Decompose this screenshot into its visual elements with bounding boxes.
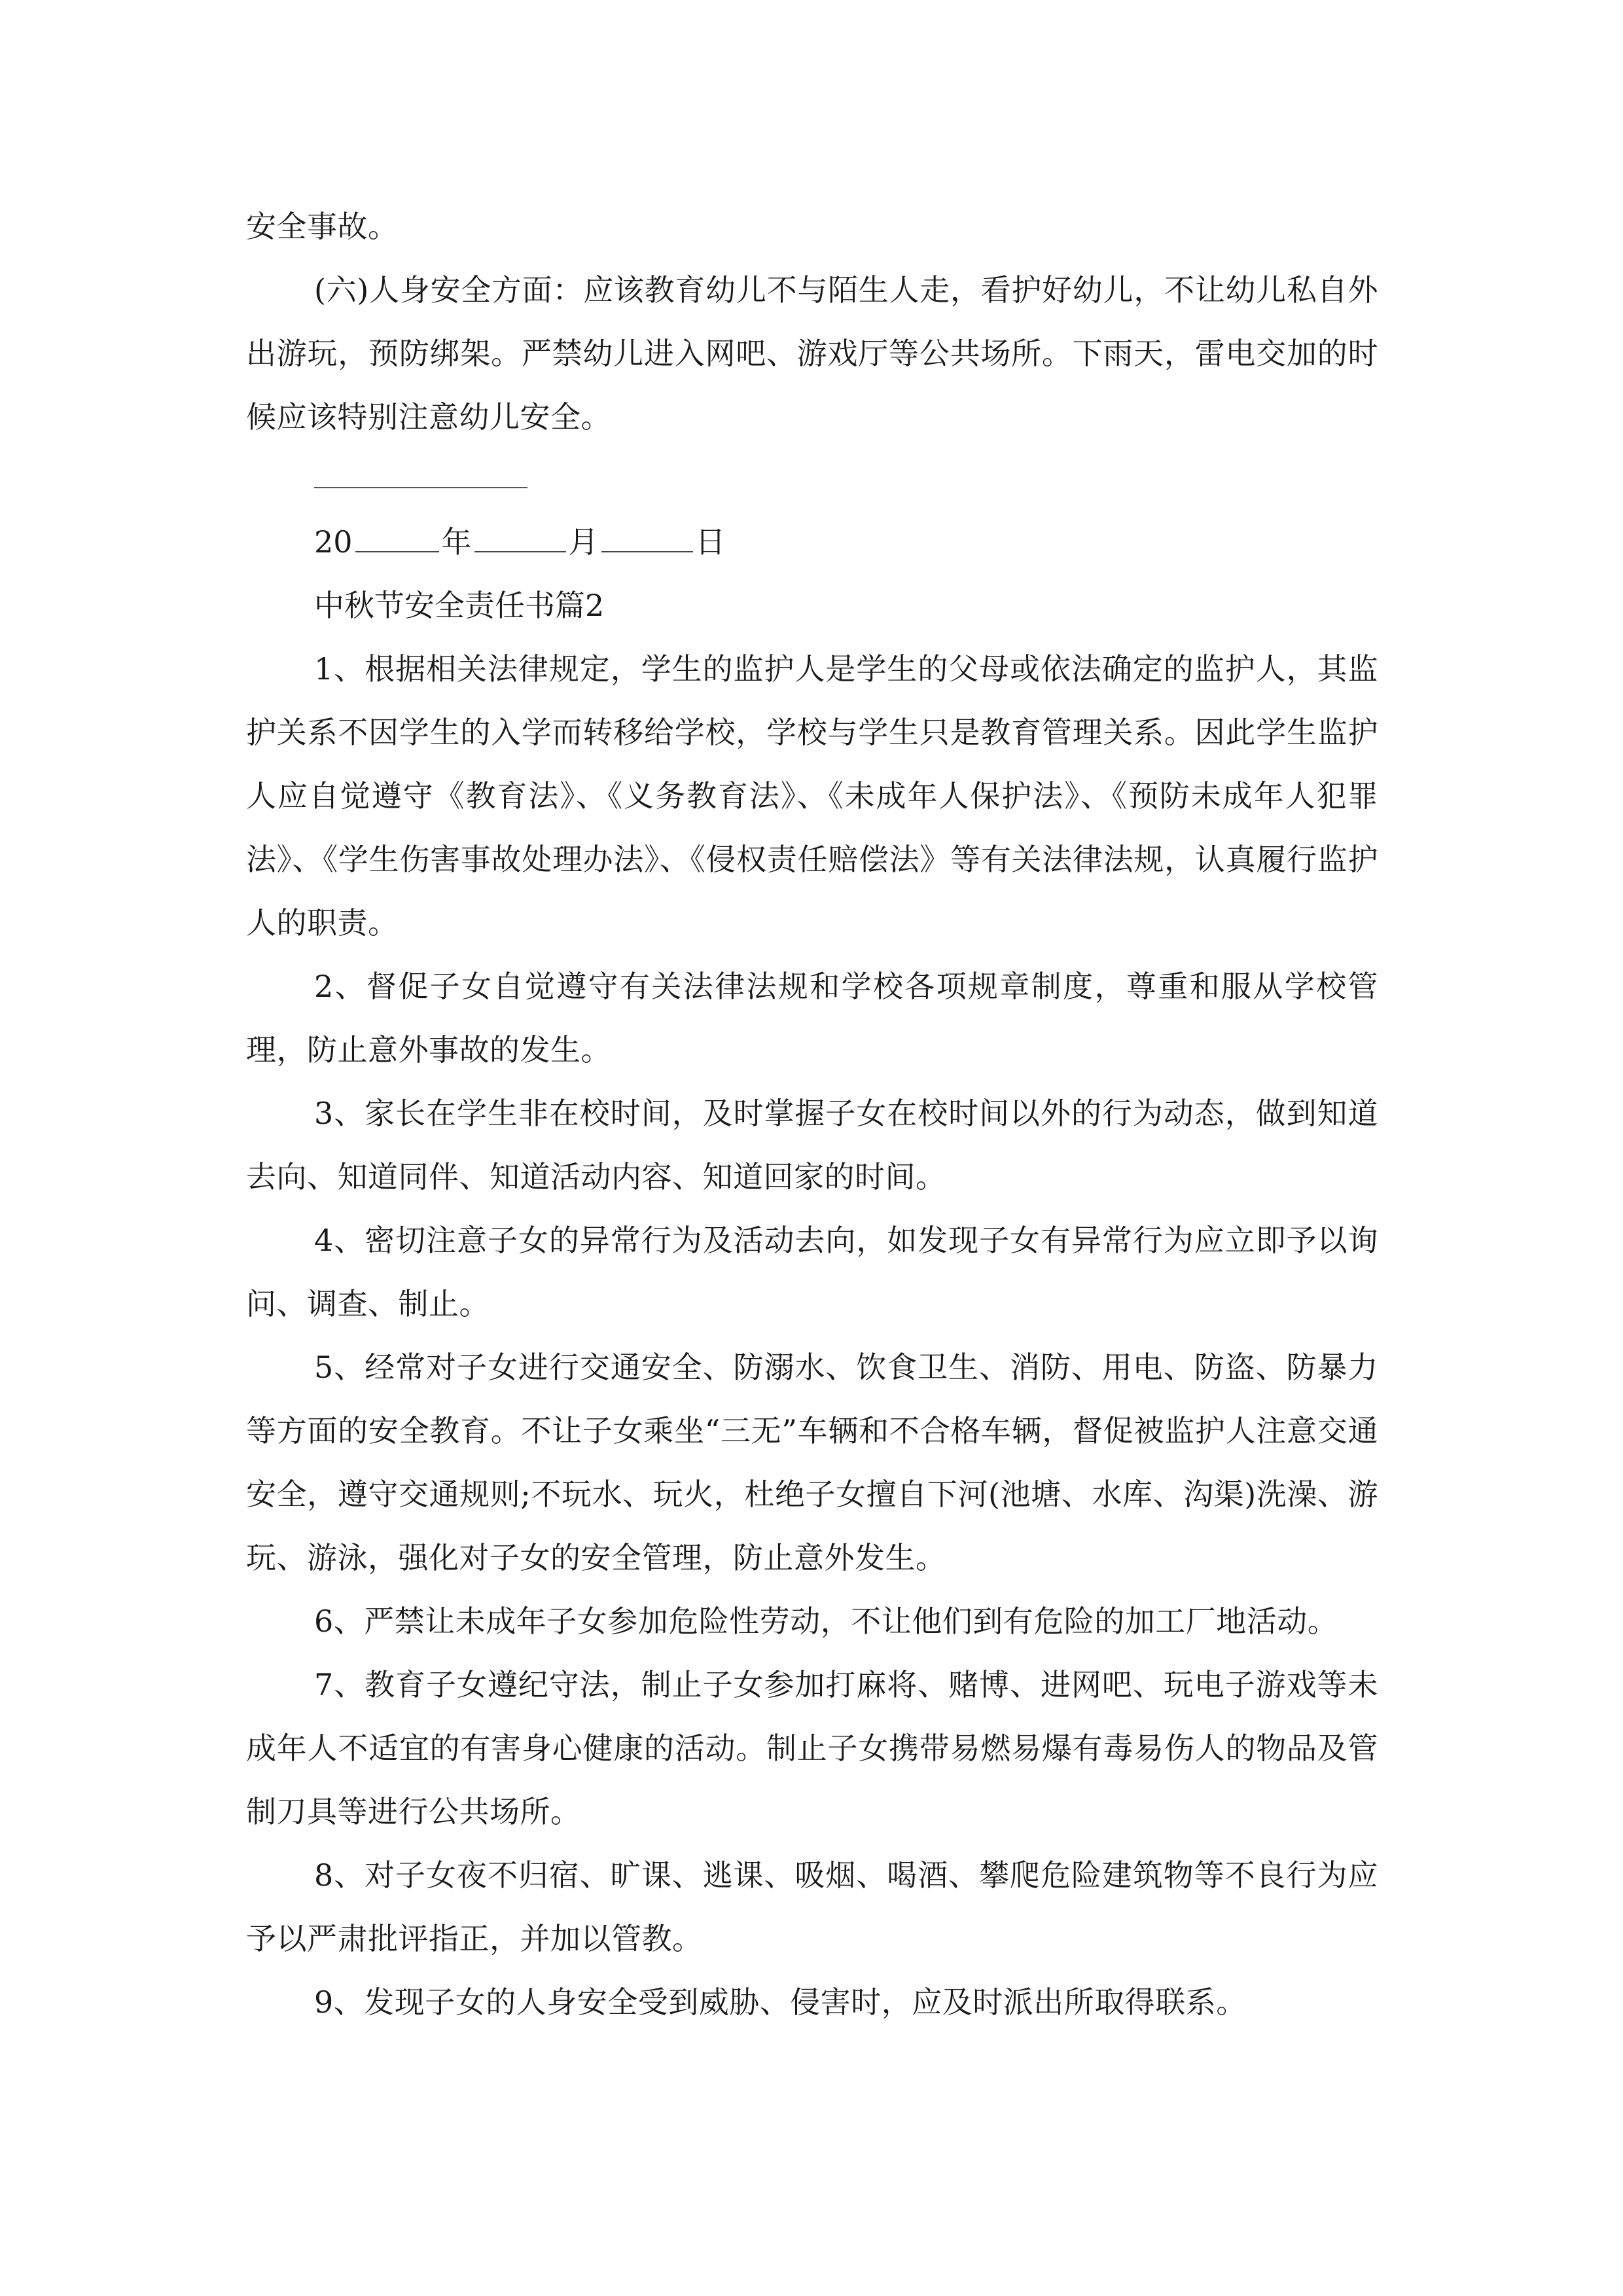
list-item: 5、经常对子女进行交通安全、防溺水、饮食卫生、消防、用电、防盗、防暴力等方面的安全教育。不让子女乘坐“三无”车辆和不合格车辆，督促被监护人注意交通安全，遵守交通规则;不玩水、玩火，杜绝子女擅自下河(池塘、水库、沟渠)洗澡、游玩、游泳，强化对子女的安全管理，防止意外发生。 (246, 1350, 1378, 1575)
date-day-blank (601, 551, 693, 552)
list-item: 4、密切注意子女的异常行为及活动去向，如发现子女有异常行为应立即予以询问、调查、制止。 (246, 1223, 1378, 1321)
list-item: 3、家长在学生非在校时间，及时掌握子女在校时间以外的行为动态，做到知道去向、知道同伴、知道活动内容、知道回家的时间。 (246, 1096, 1378, 1194)
date-month-blank (474, 551, 566, 552)
document-body (246, 195, 1378, 2034)
date-year-prefix: 20 (314, 524, 353, 560)
date-year-label: 年 (441, 524, 472, 560)
list-item: 6、严禁让未成年子女参加危险性劳动，不让他们到有危险的加工厂地活动。 (314, 1604, 1338, 1639)
date-day-label: 日 (695, 524, 726, 560)
date-year-blank (355, 551, 439, 552)
paragraph-continuation: 安全事故。 (246, 209, 399, 244)
paragraph-personal-safety: (六)人身安全方面：应该教育幼儿不与陌生人走，看护好幼儿，不让幼儿私自外出游玩，预防绑架。严禁幼儿进入网吧、游戏厅等公共场所。下雨天，雷电交加的时候应该特别注意幼儿安全。 (246, 272, 1378, 435)
list-item: 8、对子女夜不归宿、旷课、逃课、吸烟、喝酒、攀爬危险建筑物等不良行为应予以严肃批评指正，并加以管教。 (246, 1857, 1378, 1956)
section-title: 中秋节安全责任书篇2 (314, 588, 605, 623)
signature-blank-line (314, 487, 527, 488)
list-item: 1、根据相关法律规定，学生的监护人是学生的父母或依法确定的监护人，其监护关系不因学生的入学而转移给学校，学校与学生只是教育管理关系。因此学生监护人应自觉遵守《教育法》、《义务教育法》、《未成年人保护法》、《预防未成年人犯罪法》、《学生伤害事故处理办法》、《侵权责任赔偿法》等有关法律法规，认真履行监护人的职责。 (246, 651, 1378, 941)
list-item: 7、教育子女遵纪守法，制止子女参加打麻将、赌博、进网吧、玩电子游戏等未成年人不适宜的有害身心健康的活动。制止子女携带易燃易爆有毒易伤人的物品及管制刀具等进行公共场所。 (246, 1667, 1378, 1829)
list-item: 9、发现子女的人身安全受到威胁、侵害时，应及时派出所取得联系。 (314, 1984, 1247, 2020)
date-line (246, 511, 1378, 574)
date-month-label: 月 (568, 524, 599, 560)
list-item: 2、督促子女自觉遵守有关法律法规和学校各项规章制度，尊重和服从学校管理，防止意外事故的发生。 (246, 969, 1378, 1067)
